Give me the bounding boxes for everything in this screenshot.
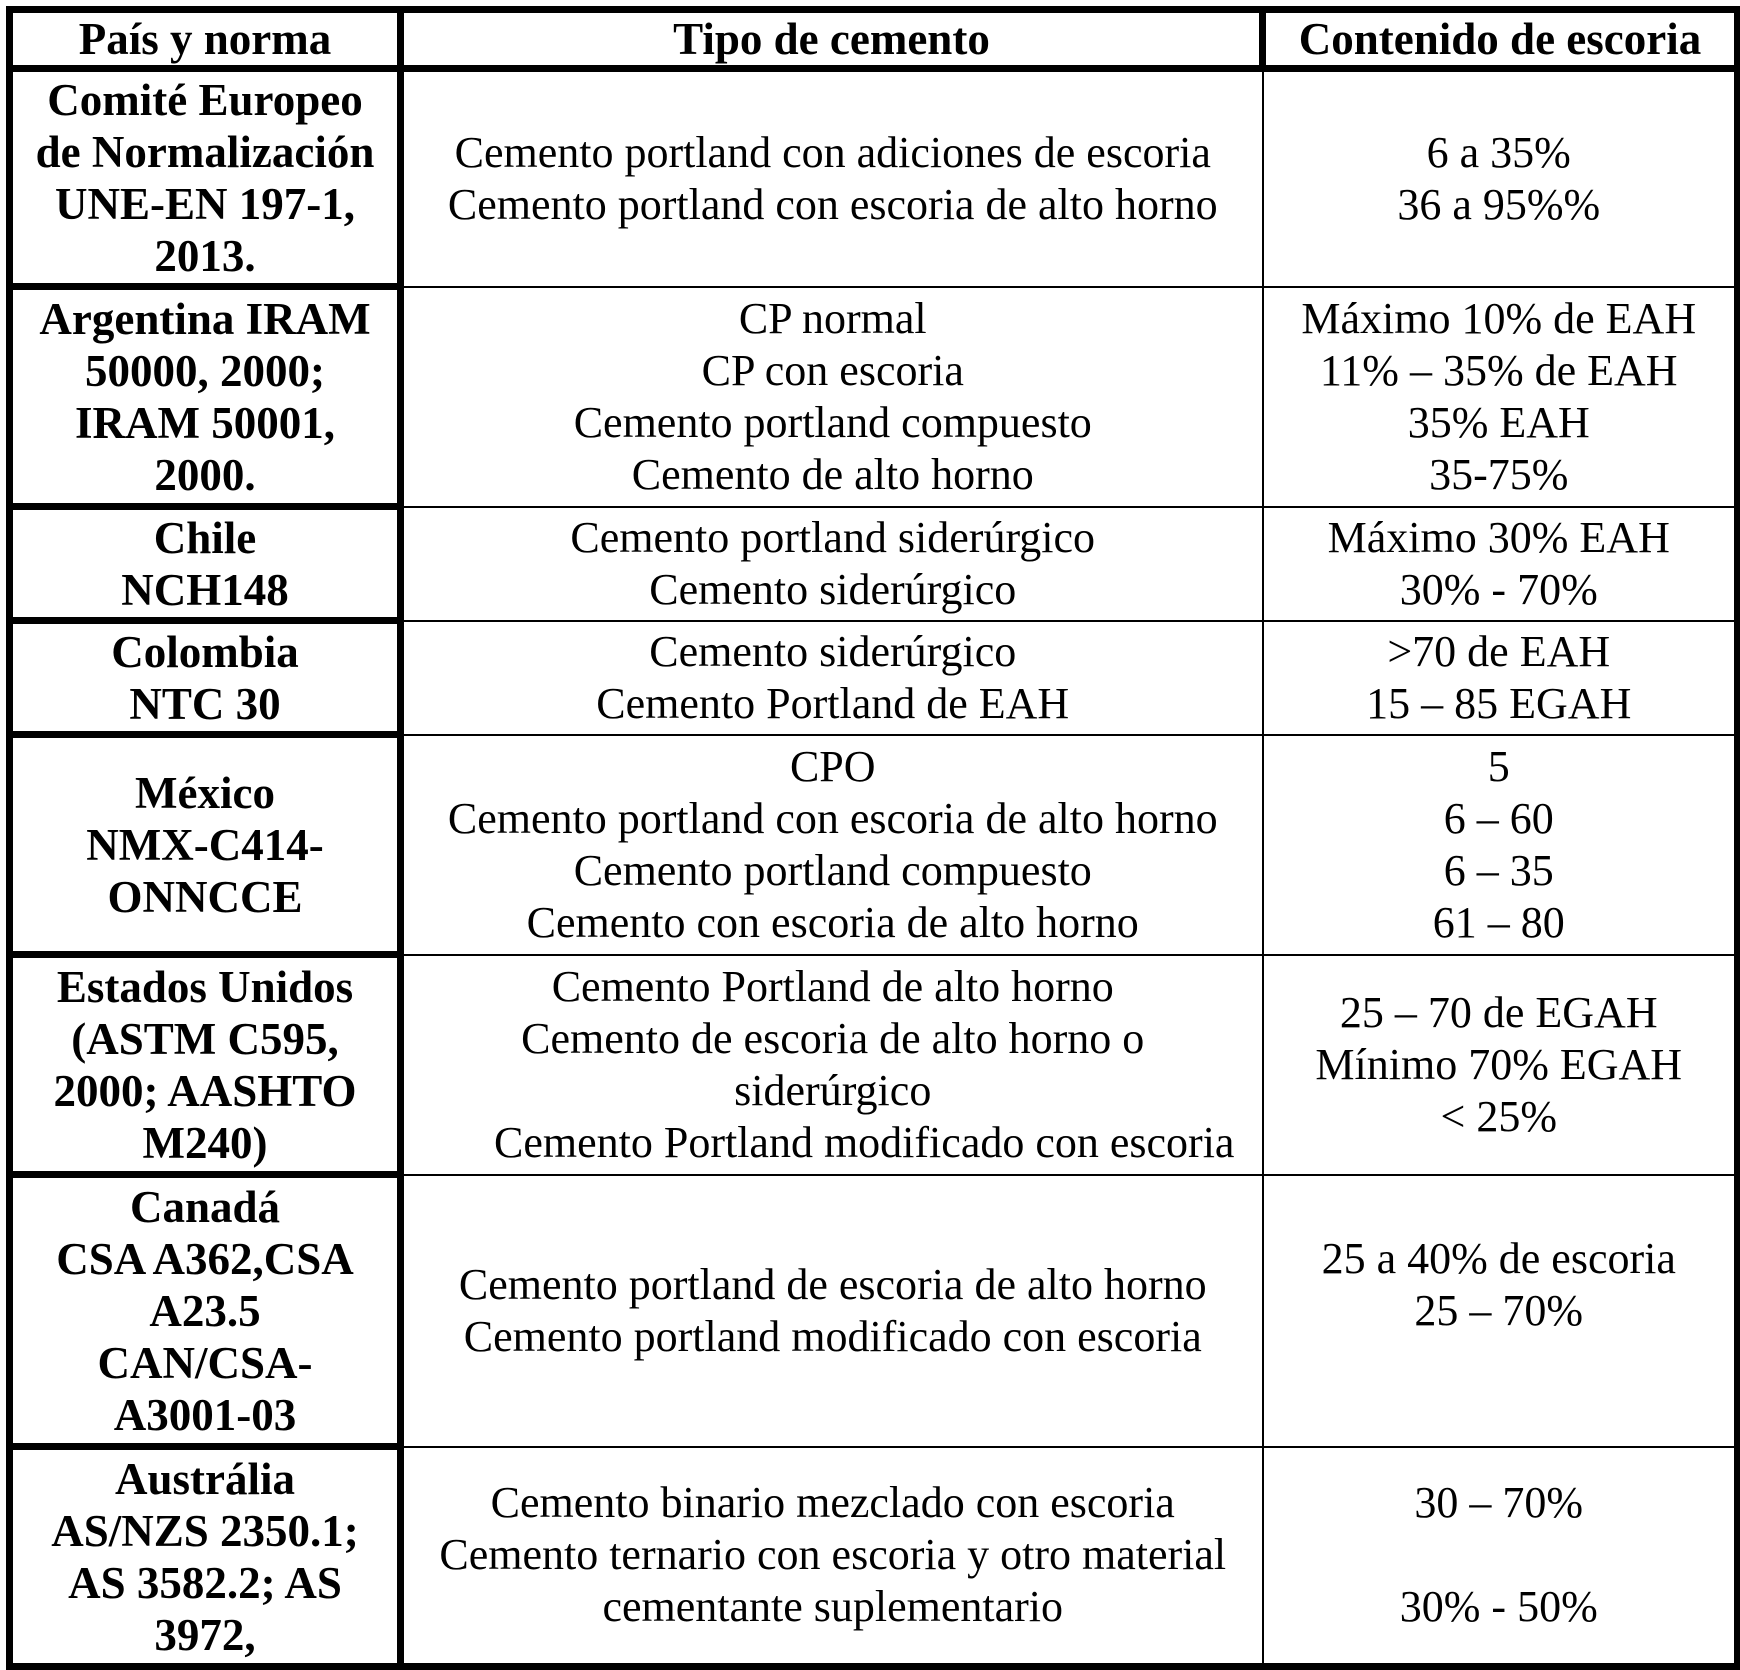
country-standard-cell: Estados Unidos (ASTM C595, 2000; AASHTO M240)	[10, 955, 401, 1175]
slag-content-cell: 5 6 – 60 6 – 35 61 – 80	[1263, 735, 1738, 955]
slag-content-cell: Máximo 10% de EAH 11% – 35% de EAH 35% EAH 35-75%	[1263, 287, 1738, 507]
country-standard-cell: México NMX-C414- ONNCCE	[10, 735, 401, 955]
spacer	[1270, 1337, 1729, 1389]
table-row	[10, 1447, 1738, 1667]
country-standard-cell: Austrália AS/NZS 2350.1; AS 3582.2; AS 3972,	[10, 1447, 401, 1667]
country-standard-cell: Argentina IRAM 50000, 2000; IRAM 50001, 2000.	[10, 287, 401, 507]
country-standard-cell: Chile NCH148	[10, 507, 401, 621]
table-row	[10, 287, 1738, 507]
header-row	[10, 10, 1738, 69]
slag-content-cell: 25 – 70 de EGAH Mínimo 70% EGAH < 25%	[1263, 955, 1738, 1175]
country-standard-cell: Comité Europeo de Normalización UNE-EN 197-1, 2013.	[10, 69, 401, 287]
header-cement-type: Tipo de cemento	[401, 10, 1263, 69]
cement-type-cell: CP normal CP con escoria Cemento portland compuesto Cemento de alto horno	[401, 287, 1263, 507]
slag-content-cell: >70 de EAH 15 – 85 EGAH	[1263, 621, 1738, 735]
country-standard-cell: Colombia NTC 30	[10, 621, 401, 735]
cement-type-cell: Cemento portland con adiciones de escoria Cemento portland con escoria de alto horno	[401, 69, 1263, 287]
cement-type-cell: Cemento Portland de alto horno Cemento de escoria de alto horno o siderúrgico Cemento Portland modificado con escoria	[401, 955, 1263, 1175]
slag-content-cell: 25 a 40% de escoria 25 – 70%	[1263, 1175, 1738, 1447]
slag-content-cell: Máximo 30% EAH 30% - 70%	[1263, 507, 1738, 621]
table-row	[10, 955, 1738, 1175]
cement-type-cell: Cemento portland de escoria de alto horno Cemento portland modificado con escoria	[401, 1175, 1263, 1447]
table-row	[10, 735, 1738, 955]
header-slag-content: Contenido de escoria	[1263, 10, 1738, 69]
country-standard-cell: Canadá CSA A362,CSA A23.5 CAN/CSA- A3001-03	[10, 1175, 401, 1447]
cement-type-cell: CPO Cemento portland con escoria de alto horno Cemento portland compuesto Cemento con escoria de alto horno	[401, 735, 1263, 955]
cement-type-cell: Cemento portland siderúrgico Cemento siderúrgico	[401, 507, 1263, 621]
spacer	[1270, 1529, 1729, 1581]
cement-type-cell: Cemento binario mezclado con escoria Cemento ternario con escoria y otro material cementante suplementario	[401, 1447, 1263, 1667]
table-row	[10, 69, 1738, 287]
header-country-standard: País y norma	[10, 10, 401, 69]
slag-content-cell: 30 – 70% 30% - 50%	[1263, 1447, 1738, 1667]
cement-type-cell: Cemento siderúrgico Cemento Portland de EAH	[401, 621, 1263, 735]
table-row	[10, 1175, 1738, 1447]
slag-content-cell: 6 a 35% 36 a 95%%	[1263, 69, 1738, 287]
slag-cement-standards-table	[6, 6, 1740, 1670]
table-row	[10, 507, 1738, 621]
table-row	[10, 621, 1738, 735]
